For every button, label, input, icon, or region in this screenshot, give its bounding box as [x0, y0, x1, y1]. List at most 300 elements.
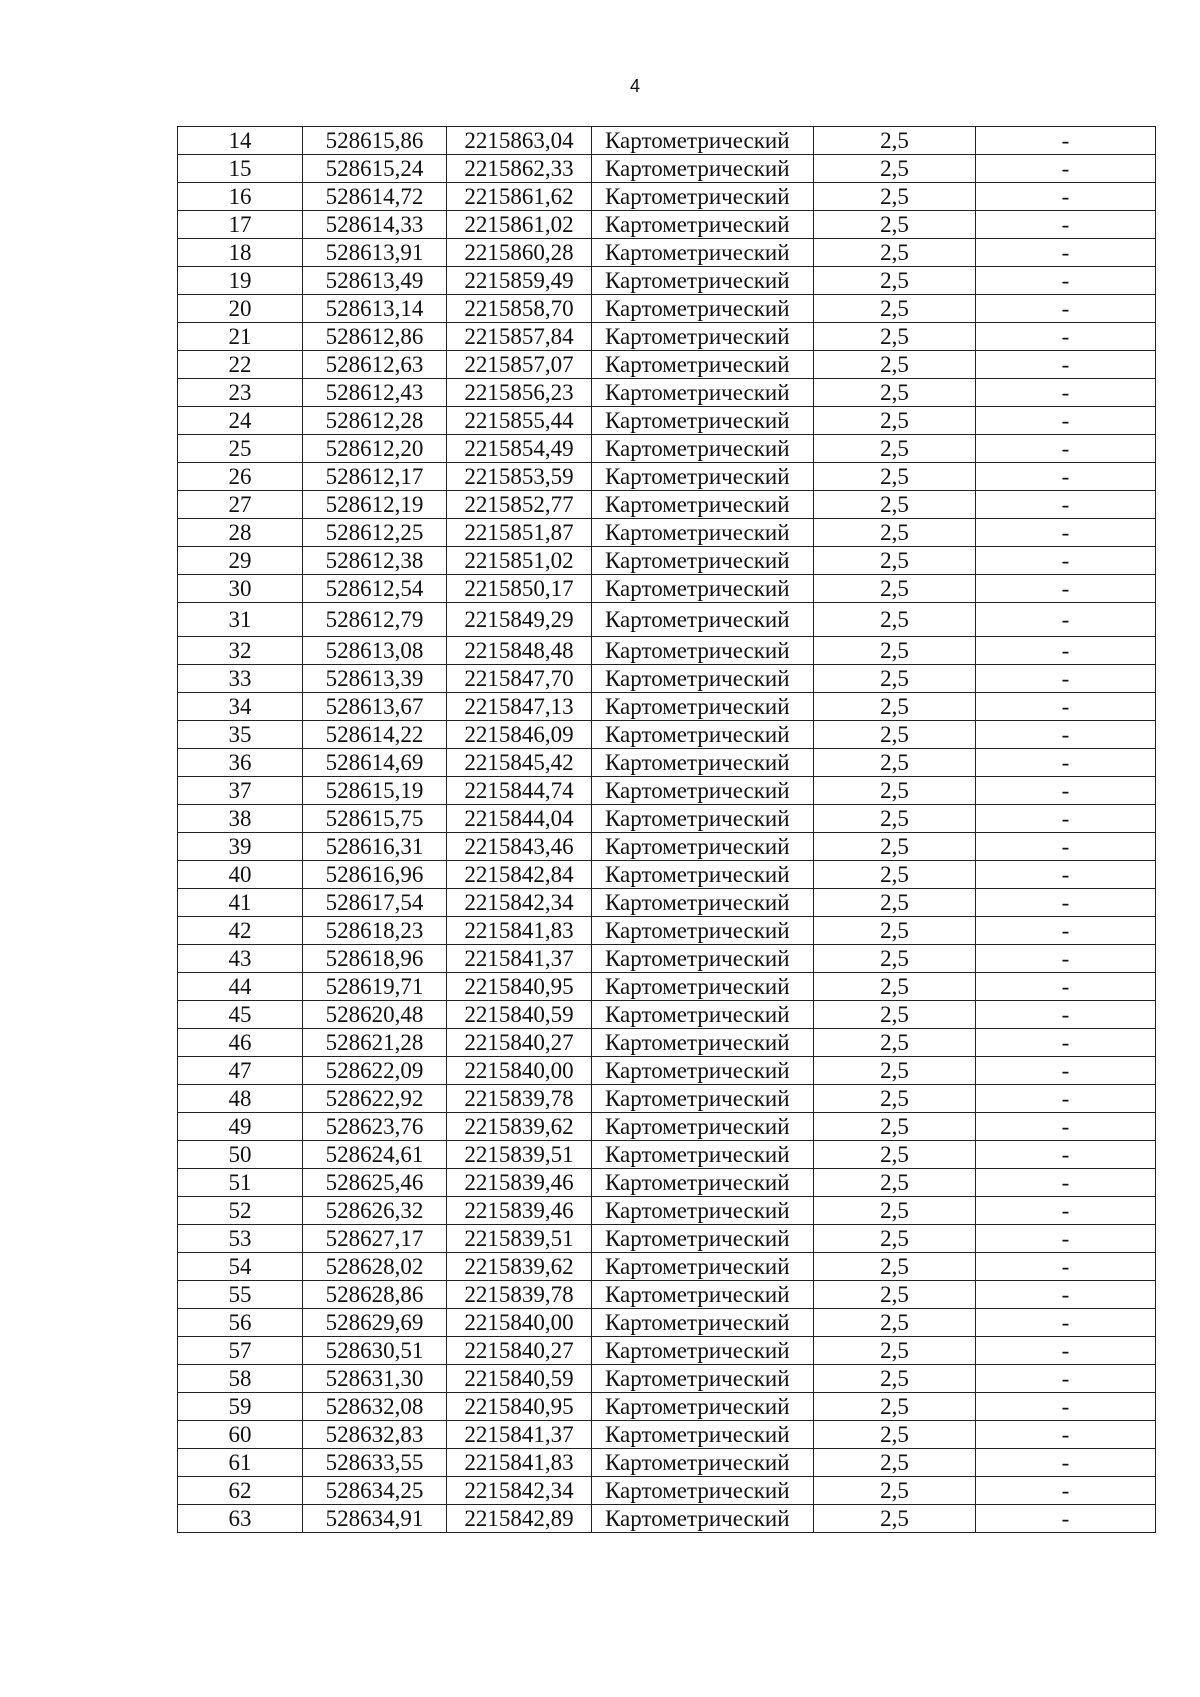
point-number-cell: 58	[178, 1365, 303, 1393]
note-cell: -	[976, 1365, 1156, 1393]
point-number-cell: 30	[178, 575, 303, 603]
y-coordinate-cell: 2215847,70	[447, 665, 592, 693]
accuracy-cell: 2,5	[814, 1113, 976, 1141]
method-cell: Картометрический	[592, 749, 814, 777]
accuracy-cell: 2,5	[814, 127, 976, 155]
method-cell: Картометрический	[592, 1337, 814, 1365]
x-coordinate-cell: 528615,86	[303, 127, 447, 155]
note-cell: -	[976, 1141, 1156, 1169]
x-coordinate-cell: 528612,79	[303, 603, 447, 637]
note-cell: -	[976, 833, 1156, 861]
x-coordinate-cell: 528619,71	[303, 973, 447, 1001]
y-coordinate-cell: 2215840,95	[447, 973, 592, 1001]
x-coordinate-cell: 528615,19	[303, 777, 447, 805]
x-coordinate-cell: 528627,17	[303, 1225, 447, 1253]
method-cell: Картометрический	[592, 917, 814, 945]
note-cell: -	[976, 1197, 1156, 1225]
accuracy-cell: 2,5	[814, 917, 976, 945]
method-cell: Картометрический	[592, 1505, 814, 1533]
point-number-cell: 55	[178, 1281, 303, 1309]
table-row	[178, 491, 1156, 519]
method-cell: Картометрический	[592, 351, 814, 379]
x-coordinate-cell: 528622,09	[303, 1057, 447, 1085]
x-coordinate-cell: 528614,69	[303, 749, 447, 777]
method-cell: Картометрический	[592, 1309, 814, 1337]
method-cell: Картометрический	[592, 1477, 814, 1505]
method-cell: Картометрический	[592, 833, 814, 861]
y-coordinate-cell: 2215841,83	[447, 917, 592, 945]
table-row	[178, 575, 1156, 603]
point-number-cell: 31	[178, 603, 303, 637]
table-row	[178, 1337, 1156, 1365]
point-number-cell: 23	[178, 379, 303, 407]
note-cell: -	[976, 547, 1156, 575]
point-number-cell: 54	[178, 1253, 303, 1281]
note-cell: -	[976, 1057, 1156, 1085]
table-row	[178, 1421, 1156, 1449]
method-cell: Картометрический	[592, 1169, 814, 1197]
y-coordinate-cell: 2215839,62	[447, 1113, 592, 1141]
method-cell: Картометрический	[592, 1393, 814, 1421]
accuracy-cell: 2,5	[814, 379, 976, 407]
y-coordinate-cell: 2215840,59	[447, 1365, 592, 1393]
note-cell: -	[976, 637, 1156, 665]
y-coordinate-cell: 2215839,78	[447, 1085, 592, 1113]
method-cell: Картометрический	[592, 295, 814, 323]
y-coordinate-cell: 2215853,59	[447, 463, 592, 491]
accuracy-cell: 2,5	[814, 183, 976, 211]
y-coordinate-cell: 2215840,59	[447, 1001, 592, 1029]
table-row	[178, 1085, 1156, 1113]
method-cell: Картометрический	[592, 777, 814, 805]
y-coordinate-cell: 2215840,27	[447, 1337, 592, 1365]
x-coordinate-cell: 528625,46	[303, 1169, 447, 1197]
point-number-cell: 26	[178, 463, 303, 491]
note-cell: -	[976, 575, 1156, 603]
x-coordinate-cell: 528624,61	[303, 1141, 447, 1169]
method-cell: Картометрический	[592, 1253, 814, 1281]
note-cell: -	[976, 1477, 1156, 1505]
note-cell: -	[976, 603, 1156, 637]
y-coordinate-cell: 2215839,46	[447, 1197, 592, 1225]
accuracy-cell: 2,5	[814, 547, 976, 575]
note-cell: -	[976, 721, 1156, 749]
accuracy-cell: 2,5	[814, 1281, 976, 1309]
table-row	[178, 1169, 1156, 1197]
y-coordinate-cell: 2215843,46	[447, 833, 592, 861]
note-cell: -	[976, 295, 1156, 323]
y-coordinate-cell: 2215841,37	[447, 945, 592, 973]
point-number-cell: 38	[178, 805, 303, 833]
accuracy-cell: 2,5	[814, 491, 976, 519]
x-coordinate-cell: 528614,22	[303, 721, 447, 749]
note-cell: -	[976, 435, 1156, 463]
accuracy-cell: 2,5	[814, 1225, 976, 1253]
method-cell: Картометрический	[592, 861, 814, 889]
y-coordinate-cell: 2215852,77	[447, 491, 592, 519]
table-row	[178, 637, 1156, 665]
method-cell: Картометрический	[592, 463, 814, 491]
y-coordinate-cell: 2215856,23	[447, 379, 592, 407]
accuracy-cell: 2,5	[814, 1001, 976, 1029]
point-number-cell: 35	[178, 721, 303, 749]
accuracy-cell: 2,5	[814, 1085, 976, 1113]
accuracy-cell: 2,5	[814, 721, 976, 749]
y-coordinate-cell: 2215860,28	[447, 239, 592, 267]
method-cell: Картометрический	[592, 1281, 814, 1309]
accuracy-cell: 2,5	[814, 1169, 976, 1197]
note-cell: -	[976, 379, 1156, 407]
note-cell: -	[976, 1393, 1156, 1421]
table-row	[178, 1029, 1156, 1057]
table-row	[178, 603, 1156, 637]
point-number-cell: 15	[178, 155, 303, 183]
x-coordinate-cell: 528634,91	[303, 1505, 447, 1533]
point-number-cell: 56	[178, 1309, 303, 1337]
y-coordinate-cell: 2215839,78	[447, 1281, 592, 1309]
table-row	[178, 379, 1156, 407]
method-cell: Картометрический	[592, 435, 814, 463]
note-cell: -	[976, 917, 1156, 945]
accuracy-cell: 2,5	[814, 693, 976, 721]
method-cell: Картометрический	[592, 127, 814, 155]
x-coordinate-cell: 528613,14	[303, 295, 447, 323]
note-cell: -	[976, 665, 1156, 693]
note-cell: -	[976, 1085, 1156, 1113]
method-cell: Картометрический	[592, 155, 814, 183]
accuracy-cell: 2,5	[814, 1141, 976, 1169]
note-cell: -	[976, 693, 1156, 721]
point-number-cell: 46	[178, 1029, 303, 1057]
method-cell: Картометрический	[592, 267, 814, 295]
accuracy-cell: 2,5	[814, 973, 976, 1001]
table-row	[178, 267, 1156, 295]
point-number-cell: 37	[178, 777, 303, 805]
y-coordinate-cell: 2215849,29	[447, 603, 592, 637]
point-number-cell: 59	[178, 1393, 303, 1421]
accuracy-cell: 2,5	[814, 1421, 976, 1449]
table-row	[178, 435, 1156, 463]
point-number-cell: 25	[178, 435, 303, 463]
accuracy-cell: 2,5	[814, 1393, 976, 1421]
x-coordinate-cell: 528613,49	[303, 267, 447, 295]
table-row	[178, 1449, 1156, 1477]
accuracy-cell: 2,5	[814, 1253, 976, 1281]
note-cell: -	[976, 749, 1156, 777]
accuracy-cell: 2,5	[814, 889, 976, 917]
note-cell: -	[976, 861, 1156, 889]
x-coordinate-cell: 528612,63	[303, 351, 447, 379]
table-row	[178, 211, 1156, 239]
x-coordinate-cell: 528629,69	[303, 1309, 447, 1337]
accuracy-cell: 2,5	[814, 1449, 976, 1477]
y-coordinate-cell: 2215858,70	[447, 295, 592, 323]
table-row	[178, 155, 1156, 183]
method-cell: Картометрический	[592, 1449, 814, 1477]
accuracy-cell: 2,5	[814, 833, 976, 861]
accuracy-cell: 2,5	[814, 1365, 976, 1393]
y-coordinate-cell: 2215839,51	[447, 1141, 592, 1169]
note-cell: -	[976, 267, 1156, 295]
point-number-cell: 28	[178, 519, 303, 547]
x-coordinate-cell: 528612,54	[303, 575, 447, 603]
note-cell: -	[976, 323, 1156, 351]
point-number-cell: 36	[178, 749, 303, 777]
note-cell: -	[976, 407, 1156, 435]
accuracy-cell: 2,5	[814, 1197, 976, 1225]
note-cell: -	[976, 211, 1156, 239]
method-cell: Картометрический	[592, 407, 814, 435]
accuracy-cell: 2,5	[814, 603, 976, 637]
accuracy-cell: 2,5	[814, 1309, 976, 1337]
note-cell: -	[976, 1001, 1156, 1029]
table-row	[178, 721, 1156, 749]
note-cell: -	[976, 1253, 1156, 1281]
table-row	[178, 407, 1156, 435]
note-cell: -	[976, 1505, 1156, 1533]
y-coordinate-cell: 2215845,42	[447, 749, 592, 777]
method-cell: Картометрический	[592, 183, 814, 211]
x-coordinate-cell: 528618,96	[303, 945, 447, 973]
point-number-cell: 61	[178, 1449, 303, 1477]
table-row	[178, 1477, 1156, 1505]
note-cell: -	[976, 945, 1156, 973]
method-cell: Картометрический	[592, 575, 814, 603]
y-coordinate-cell: 2215840,00	[447, 1057, 592, 1085]
accuracy-cell: 2,5	[814, 435, 976, 463]
accuracy-cell: 2,5	[814, 945, 976, 973]
x-coordinate-cell: 528612,25	[303, 519, 447, 547]
point-number-cell: 34	[178, 693, 303, 721]
method-cell: Картометрический	[592, 665, 814, 693]
point-number-cell: 29	[178, 547, 303, 575]
point-number-cell: 48	[178, 1085, 303, 1113]
accuracy-cell: 2,5	[814, 861, 976, 889]
y-coordinate-cell: 2215859,49	[447, 267, 592, 295]
accuracy-cell: 2,5	[814, 1057, 976, 1085]
x-coordinate-cell: 528613,39	[303, 665, 447, 693]
note-cell: -	[976, 155, 1156, 183]
x-coordinate-cell: 528634,25	[303, 1477, 447, 1505]
table-row	[178, 749, 1156, 777]
y-coordinate-cell: 2215855,44	[447, 407, 592, 435]
method-cell: Картометрический	[592, 603, 814, 637]
note-cell: -	[976, 351, 1156, 379]
table-row	[178, 1365, 1156, 1393]
x-coordinate-cell: 528612,17	[303, 463, 447, 491]
point-number-cell: 41	[178, 889, 303, 917]
note-cell: -	[976, 519, 1156, 547]
x-coordinate-cell: 528620,48	[303, 1001, 447, 1029]
note-cell: -	[976, 1281, 1156, 1309]
y-coordinate-cell: 2215839,62	[447, 1253, 592, 1281]
table-row	[178, 351, 1156, 379]
x-coordinate-cell: 528612,20	[303, 435, 447, 463]
method-cell: Картометрический	[592, 491, 814, 519]
table-row	[178, 519, 1156, 547]
table-row	[178, 1197, 1156, 1225]
method-cell: Картометрический	[592, 889, 814, 917]
method-cell: Картометрический	[592, 637, 814, 665]
x-coordinate-cell: 528612,28	[303, 407, 447, 435]
accuracy-cell: 2,5	[814, 1029, 976, 1057]
note-cell: -	[976, 1113, 1156, 1141]
accuracy-cell: 2,5	[814, 805, 976, 833]
accuracy-cell: 2,5	[814, 267, 976, 295]
table-row	[178, 777, 1156, 805]
y-coordinate-cell: 2215850,17	[447, 575, 592, 603]
table-row	[178, 1001, 1156, 1029]
table-row	[178, 295, 1156, 323]
method-cell: Картометрический	[592, 1085, 814, 1113]
accuracy-cell: 2,5	[814, 211, 976, 239]
method-cell: Картометрический	[592, 1421, 814, 1449]
y-coordinate-cell: 2215861,02	[447, 211, 592, 239]
x-coordinate-cell: 528630,51	[303, 1337, 447, 1365]
accuracy-cell: 2,5	[814, 463, 976, 491]
accuracy-cell: 2,5	[814, 351, 976, 379]
method-cell: Картометрический	[592, 211, 814, 239]
x-coordinate-cell: 528612,43	[303, 379, 447, 407]
x-coordinate-cell: 528612,19	[303, 491, 447, 519]
y-coordinate-cell: 2215842,89	[447, 1505, 592, 1533]
table-row	[178, 1225, 1156, 1253]
point-number-cell: 20	[178, 295, 303, 323]
note-cell: -	[976, 1421, 1156, 1449]
point-number-cell: 57	[178, 1337, 303, 1365]
y-coordinate-cell: 2215839,46	[447, 1169, 592, 1197]
x-coordinate-cell: 528617,54	[303, 889, 447, 917]
method-cell: Картометрический	[592, 379, 814, 407]
x-coordinate-cell: 528612,86	[303, 323, 447, 351]
y-coordinate-cell: 2215841,37	[447, 1421, 592, 1449]
table-row	[178, 239, 1156, 267]
accuracy-cell: 2,5	[814, 665, 976, 693]
x-coordinate-cell: 528632,08	[303, 1393, 447, 1421]
point-number-cell: 24	[178, 407, 303, 435]
note-cell: -	[976, 1309, 1156, 1337]
method-cell: Картометрический	[592, 1365, 814, 1393]
table-row	[178, 323, 1156, 351]
x-coordinate-cell: 528614,33	[303, 211, 447, 239]
method-cell: Картометрический	[592, 805, 814, 833]
point-number-cell: 16	[178, 183, 303, 211]
accuracy-cell: 2,5	[814, 155, 976, 183]
method-cell: Картометрический	[592, 973, 814, 1001]
y-coordinate-cell: 2215847,13	[447, 693, 592, 721]
note-cell: -	[976, 127, 1156, 155]
table-row	[178, 861, 1156, 889]
method-cell: Картометрический	[592, 547, 814, 575]
table-row	[178, 463, 1156, 491]
y-coordinate-cell: 2215863,04	[447, 127, 592, 155]
table-row	[178, 1309, 1156, 1337]
table-row	[178, 1505, 1156, 1533]
point-number-cell: 19	[178, 267, 303, 295]
accuracy-cell: 2,5	[814, 295, 976, 323]
y-coordinate-cell: 2215846,09	[447, 721, 592, 749]
method-cell: Картометрический	[592, 1057, 814, 1085]
note-cell: -	[976, 239, 1156, 267]
point-number-cell: 51	[178, 1169, 303, 1197]
note-cell: -	[976, 463, 1156, 491]
page-number: 4	[629, 76, 640, 96]
point-number-cell: 42	[178, 917, 303, 945]
point-number-cell: 43	[178, 945, 303, 973]
y-coordinate-cell: 2215844,04	[447, 805, 592, 833]
y-coordinate-cell: 2215840,95	[447, 1393, 592, 1421]
table-row	[178, 1253, 1156, 1281]
y-coordinate-cell: 2215842,34	[447, 1477, 592, 1505]
x-coordinate-cell: 528612,38	[303, 547, 447, 575]
y-coordinate-cell: 2215848,48	[447, 637, 592, 665]
method-cell: Картометрический	[592, 1001, 814, 1029]
method-cell: Картометрический	[592, 1225, 814, 1253]
point-number-cell: 14	[178, 127, 303, 155]
note-cell: -	[976, 183, 1156, 211]
y-coordinate-cell: 2215862,33	[447, 155, 592, 183]
point-number-cell: 33	[178, 665, 303, 693]
note-cell: -	[976, 1449, 1156, 1477]
y-coordinate-cell: 2215841,83	[447, 1449, 592, 1477]
x-coordinate-cell: 528615,75	[303, 805, 447, 833]
method-cell: Картометрический	[592, 323, 814, 351]
x-coordinate-cell: 528626,32	[303, 1197, 447, 1225]
note-cell: -	[976, 889, 1156, 917]
point-number-cell: 39	[178, 833, 303, 861]
y-coordinate-cell: 2215842,34	[447, 889, 592, 917]
note-cell: -	[976, 1337, 1156, 1365]
point-number-cell: 27	[178, 491, 303, 519]
x-coordinate-cell: 528615,24	[303, 155, 447, 183]
coordinates-table-body	[178, 127, 1156, 1533]
point-number-cell: 52	[178, 1197, 303, 1225]
table-row	[178, 917, 1156, 945]
x-coordinate-cell: 528616,31	[303, 833, 447, 861]
table-row	[178, 805, 1156, 833]
point-number-cell: 63	[178, 1505, 303, 1533]
note-cell: -	[976, 805, 1156, 833]
table-row	[178, 547, 1156, 575]
table-row	[178, 127, 1156, 155]
x-coordinate-cell: 528618,23	[303, 917, 447, 945]
point-number-cell: 44	[178, 973, 303, 1001]
point-number-cell: 49	[178, 1113, 303, 1141]
y-coordinate-cell: 2215857,07	[447, 351, 592, 379]
x-coordinate-cell: 528623,76	[303, 1113, 447, 1141]
method-cell: Картометрический	[592, 945, 814, 973]
table-row	[178, 945, 1156, 973]
point-number-cell: 53	[178, 1225, 303, 1253]
y-coordinate-cell: 2215857,84	[447, 323, 592, 351]
y-coordinate-cell: 2215861,62	[447, 183, 592, 211]
point-number-cell: 62	[178, 1477, 303, 1505]
accuracy-cell: 2,5	[814, 1477, 976, 1505]
y-coordinate-cell: 2215851,02	[447, 547, 592, 575]
x-coordinate-cell: 528613,08	[303, 637, 447, 665]
method-cell: Картометрический	[592, 519, 814, 547]
x-coordinate-cell: 528613,67	[303, 693, 447, 721]
point-number-cell: 40	[178, 861, 303, 889]
table-row	[178, 1141, 1156, 1169]
coordinates-table	[177, 126, 1156, 1533]
table-row	[178, 1393, 1156, 1421]
note-cell: -	[976, 1029, 1156, 1057]
accuracy-cell: 2,5	[814, 1505, 976, 1533]
x-coordinate-cell: 528633,55	[303, 1449, 447, 1477]
y-coordinate-cell: 2215854,49	[447, 435, 592, 463]
table-row	[178, 665, 1156, 693]
